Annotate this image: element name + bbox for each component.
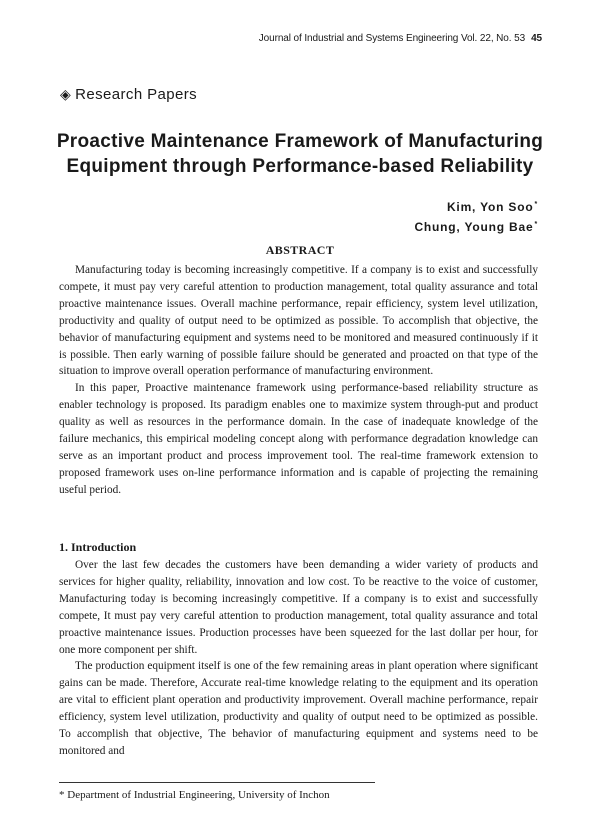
introduction-body [59,557,538,760]
paper-title [20,129,580,179]
abstract-paragraph-2: In this paper, Proactive maintenance framework using performance-based reliability structure as enabler technology is proposed. Its paradigm enables one to maximize system through-put and product quality as well as resources in the performance domain. In the case of inadequate knowledge of the failure mechanics, this empirical modeling concept along with performance degradation knowledge can serve as an important product and process improvement tool. The real-time framework extension to proposed framework uses on-line performance information and is capable of projecting the remaining useful period. [59,382,538,496]
affiliation-mark: * [534,201,538,208]
introduction-paragraph-1: Over the last few decades the customers have been demanding a wider variety of products and services for higher quality, reliability, innovation and low cost. To be reactive to the voice of customer, Manufacturing today is becoming increasingly competitive. If a company is to exist and successfully compete, It must pay very careful attention to production management, total quality assurance and total proactive maintenance issues. Production processes have been squeezed for the last dollar per hour, for one more component per shift. [59,559,538,656]
author-name: Chung, Young Bae [414,220,534,234]
title-line-1: Proactive Maintenance Framework of Manufacturing [56,131,544,152]
author-2 [414,216,538,236]
running-header [259,33,542,44]
abstract-paragraph-1: Manufacturing today is becoming increasingly competitive. If a company is to exist and successfully compete, it must pay very careful attention to production management, total quality assurance and total proactive maintenance issues. Overall machine performance, repair efficiency, system level utilization, productivity and quality of output need to be optimized as possible. To accomplish that objective, the behavior of manufacturing equipment and systems need to be monitored and measured continuously if it is possible. Then early warning of possible failure should be generated and proacted on that type of the situation to improve overall operation performance of manufacturing environment. [59,264,538,378]
journal-citation: Journal of Industrial and Systems Engineering Vol. 22, No. 53 [258,33,526,44]
section-label-text: Research Papers [75,86,198,103]
affiliation-mark: * [534,221,538,228]
diamond-icon: ◈ [60,86,72,102]
footnote-divider [59,782,375,783]
author-1 [414,196,538,216]
section-label [60,86,197,103]
introduction-heading: 1. Introduction [59,540,137,554]
author-name: Kim, Yon Soo [446,200,534,214]
abstract-body [59,262,538,499]
author-list [414,196,538,236]
page-number: 45 [531,33,542,44]
abstract-heading: ABSTRACT [265,243,335,257]
introduction-paragraph-2: The production equipment itself is one of the few remaining areas in plant operation where significant gains can be made. Therefore, Accurate real-time knowledge relating to the equipment and its operation are vital to efficient plant operation and productivity improvement. Overall machine performance, repair efficiency, system level utilization, productivity and quality of output need to be optimized as possible. To accomplish that objective, The behavior of manufacturing equipment and systems need to be monitored and [59,660,538,757]
title-line-2: Equipment through Performance-based Reliability [66,156,534,177]
footnote: * Department of Industrial Engineering, University of Inchon [59,789,330,801]
